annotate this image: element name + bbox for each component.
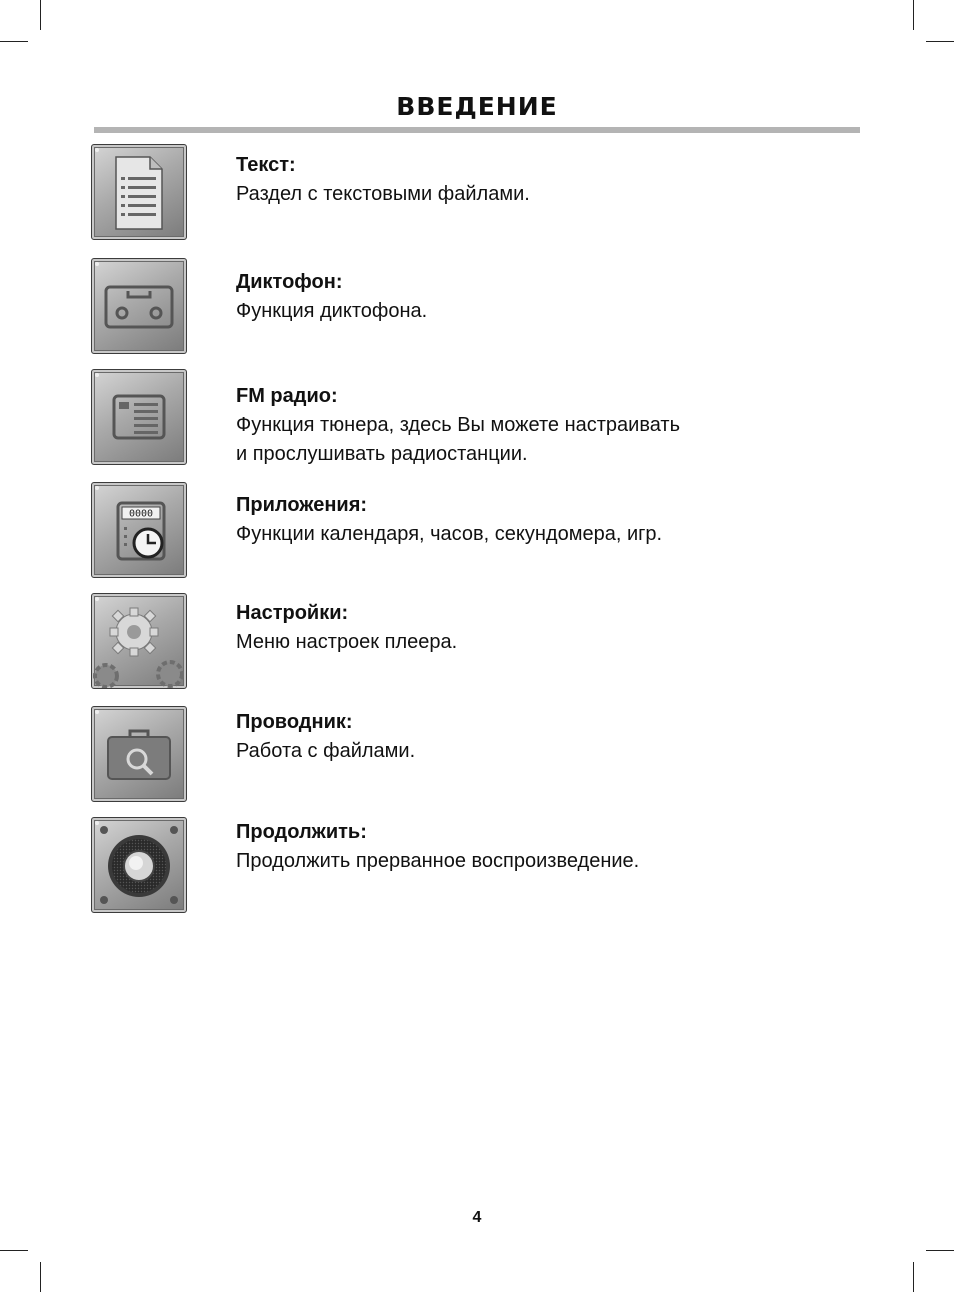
title-rule xyxy=(94,127,860,133)
svg-text:0000: 0000 xyxy=(128,508,154,520)
menu-item-label: Приложения: xyxy=(236,494,368,516)
crop-mark xyxy=(0,1250,28,1251)
radio-icon xyxy=(91,369,187,465)
menu-item-description: Функции календаря, часов, секундомера, игр. xyxy=(236,523,663,545)
text-document-icon xyxy=(91,144,187,240)
crop-mark xyxy=(40,0,41,30)
crop-mark xyxy=(913,0,914,30)
page-title: ВВЕДЕНИЕ xyxy=(396,92,558,121)
menu-item-label: Проводник: xyxy=(236,711,353,733)
menu-item-description: Функция тюнера, здесь Вы можете настраивать и прослушивать радиостанции. xyxy=(236,414,680,465)
menu-item-label: Диктофон: xyxy=(236,271,343,293)
menu-item-description: Продолжить прерванное воспроизведение. xyxy=(236,850,640,872)
menu-item-label: FM радио: xyxy=(236,385,338,407)
resume-speaker-icon xyxy=(91,817,187,913)
applications-clock-icon xyxy=(91,482,187,578)
crop-mark xyxy=(913,1262,914,1292)
menu-item-description: Функция диктофона. xyxy=(236,300,428,322)
crop-mark xyxy=(40,1262,41,1292)
menu-item-label: Настройки: xyxy=(236,602,349,624)
menu-item-description: Меню настроек плеера. xyxy=(236,631,458,653)
menu-item-label: Текст: xyxy=(236,154,296,176)
explorer-briefcase-icon xyxy=(91,706,187,802)
menu-item-description: Раздел с текстовыми файлами. xyxy=(236,183,530,205)
cassette-recorder-icon xyxy=(91,258,187,354)
settings-gears-icon xyxy=(91,593,187,689)
crop-mark xyxy=(926,1250,954,1251)
crop-mark xyxy=(0,41,28,42)
crop-mark xyxy=(926,41,954,42)
page-number: 4 xyxy=(472,1209,482,1226)
menu-item-label: Продолжить: xyxy=(236,821,367,843)
menu-item-description: Работа с файлами. xyxy=(236,740,416,762)
